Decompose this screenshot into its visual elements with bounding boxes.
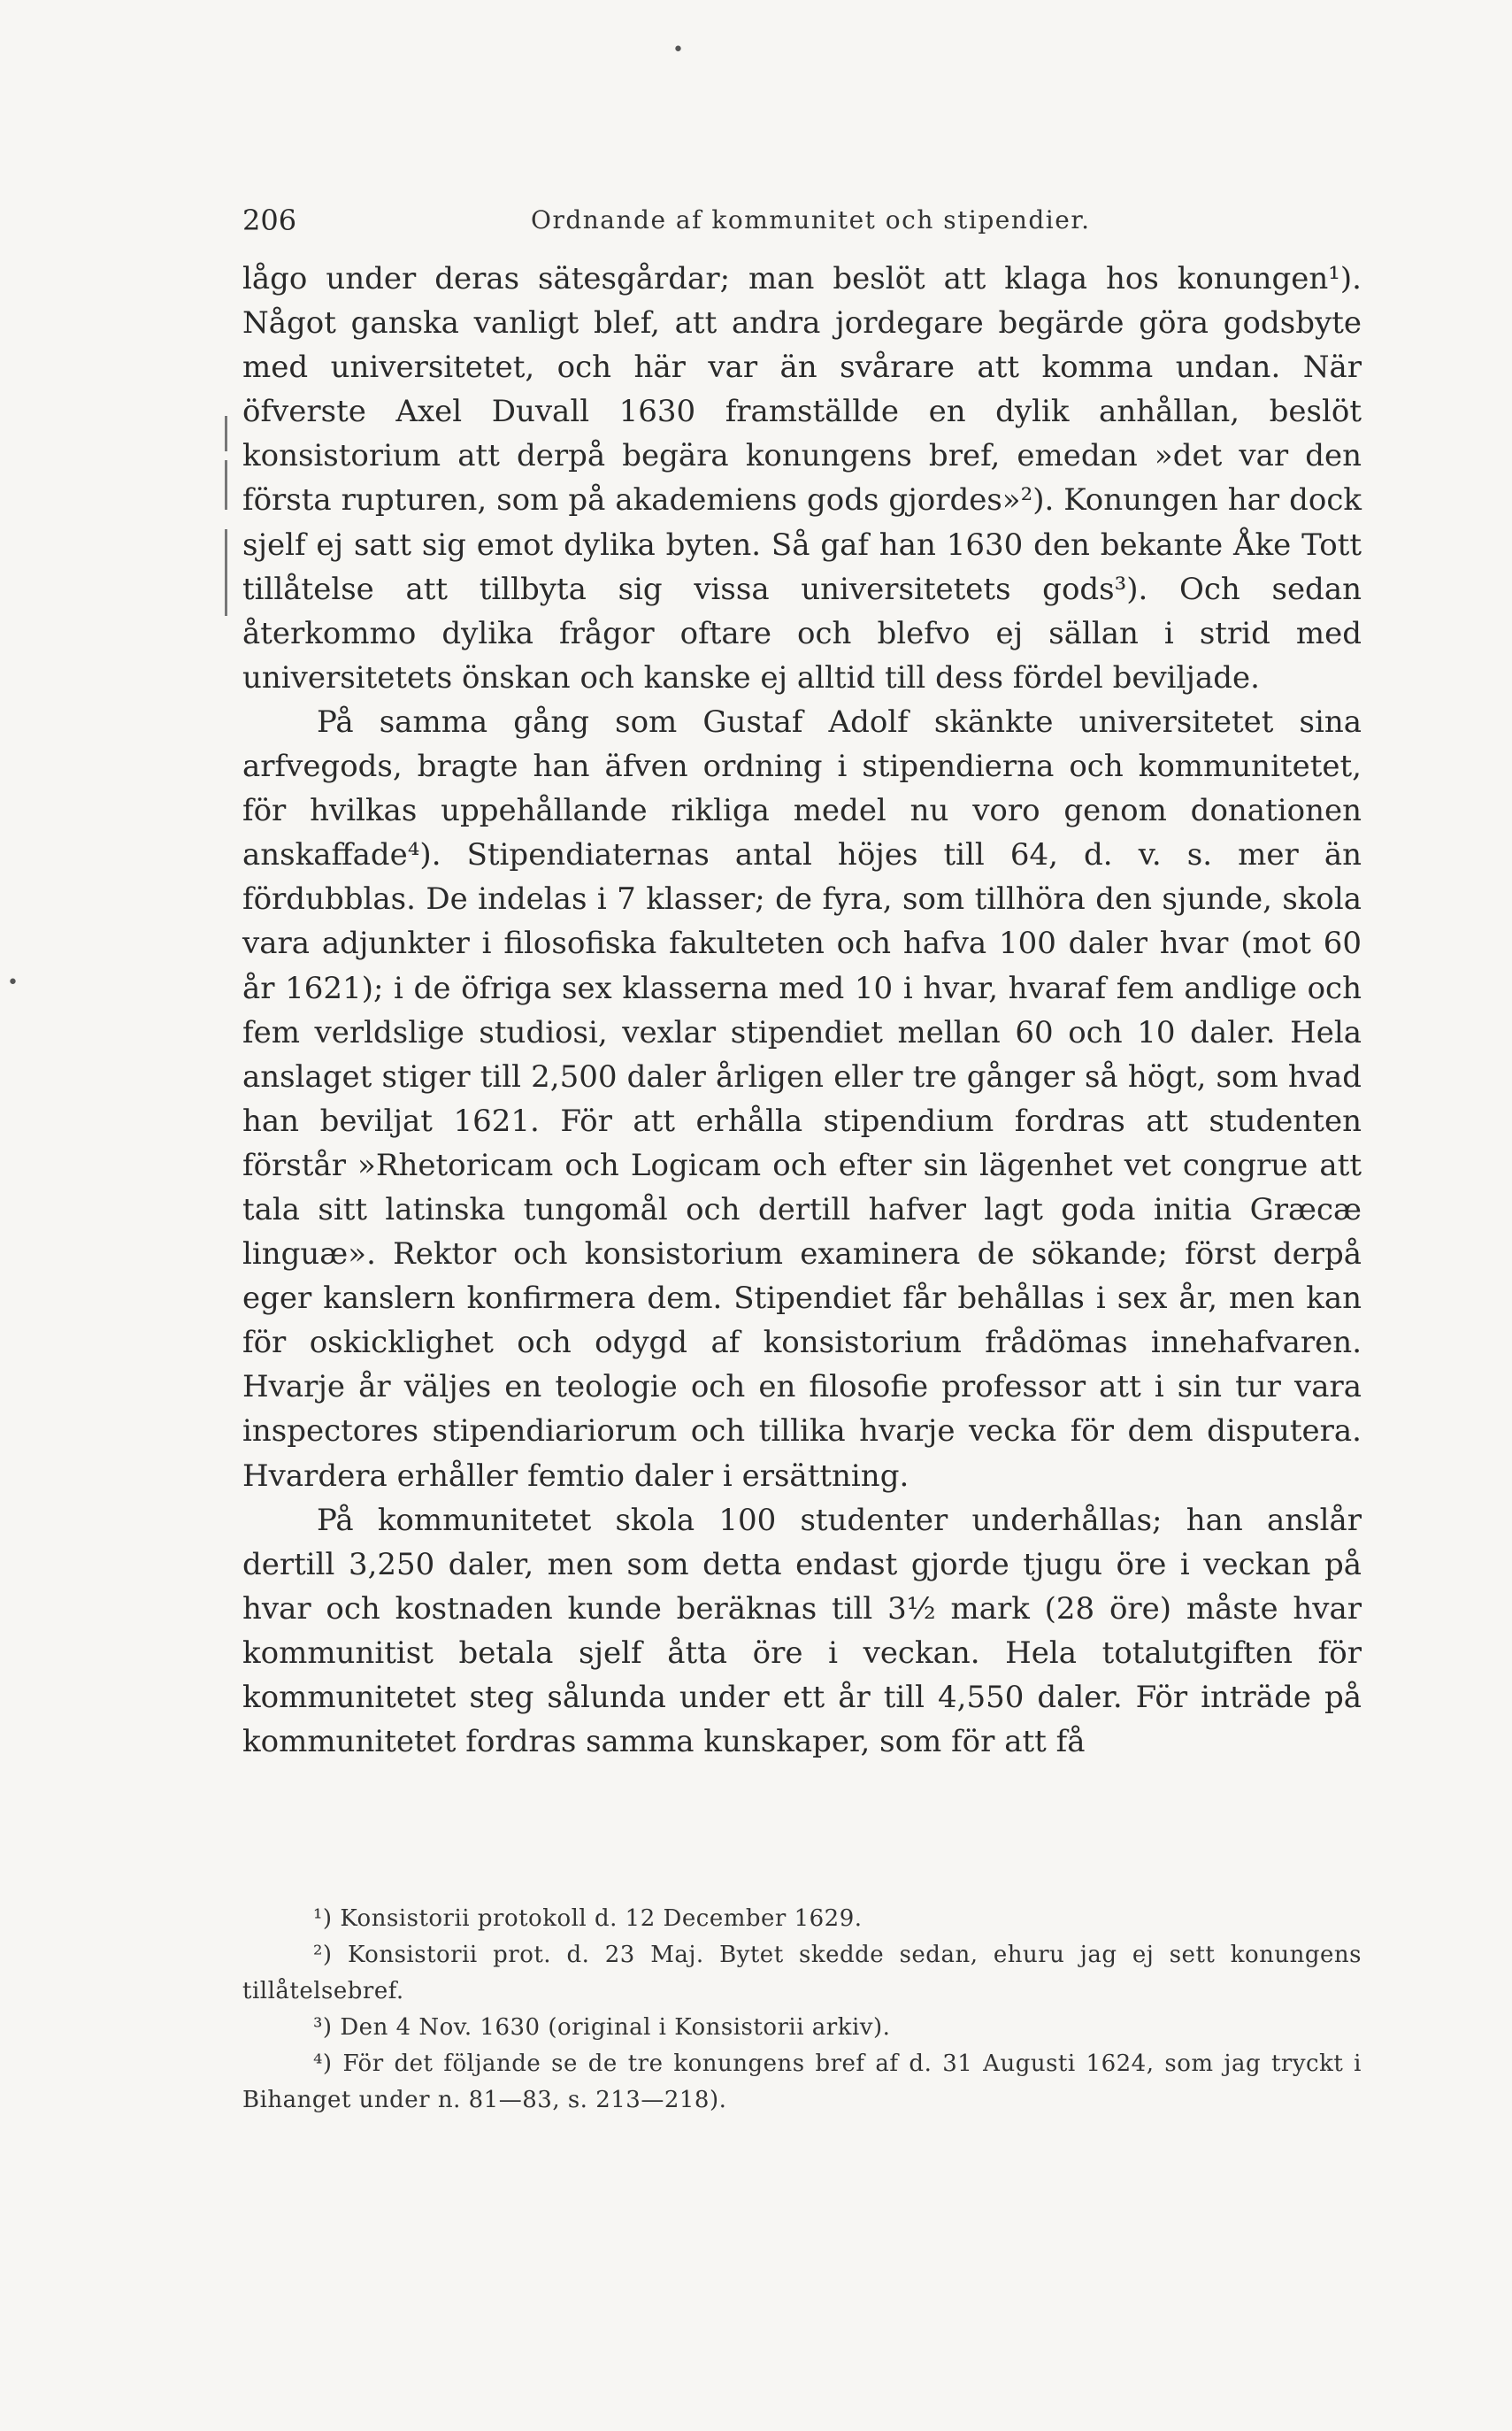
paragraph: lågo under deras sätesgårdar; man beslöt att klaga hos konungen¹). Något ganska vanligt blef, att andra jordegare begärde göra godsbyte med universitetet, och här var än svårare att komma undan. När öfverste Axel Duvall 1630 framställde en dylik anhållan, beslöt konsistorium att derpå begära konungens bref, emedan »det var den första rupturen, som på akademiens gods gjordes»²). Konungen har dock sjelf ej satt sig emot dylika byten. Så gaf han 1630 den bekante Åke Tott tillåtelse att tillbyta sig vissa universitetets gods³). Och sedan återkommo dylika frågor oftare och blefvo ej sällan i strid med universitetets önskan och kanske ej alltid till dess fördel beviljade. bbox=[242, 261, 1362, 696]
footnote: ²) Konsistorii prot. d. 23 Maj. Bytet skedde sedan, ehuru jag ej sett konungens tillåtelsebref. bbox=[242, 1942, 1362, 2004]
margin-mark bbox=[225, 581, 227, 616]
ink-speck: • bbox=[672, 39, 684, 61]
footnote: ³) Den 4 Nov. 1630 (original i Konsistorii arkiv). bbox=[313, 2014, 891, 2041]
footnote: ⁴) För det följande se de tre konungens bref af d. 31 Augusti 1624, som jag tryckt i Bihanget under n. 81—83, s. 213—218). bbox=[242, 2050, 1362, 2113]
running-head: Ordnande af kommunitet och stipendier. bbox=[531, 205, 1091, 235]
paragraph: På samma gång som Gustaf Adolf skänkte universitetet sina arfvegods, bragte han äfven ordning i stipendierna och kommunitetet, för hvilkas uppehållande rikliga medel nu voro genom donationen anskaffade⁴). Stipendiaternas antal höjes till 64, d. v. s. mer än fördubblas. De indelas i 7 klasser; de fyra, som tillhöra den sjunde, skola vara adjunkter i filosofiska fakulteten och hafva 100 daler hvar (mot 60 år 1621); i de öfriga sex klasserna med 10 i hvar, hvaraf fem andlige och fem verldslige studiosi, vexlar stipendiet mellan 60 och 10 daler. Hela anslaget stiger till 2,500 daler årligen eller tre gånger så högt, som hvad han beviljat 1621. För att erhålla stipendium fordras att studenten förstår »Rhetoricam och Logicam och efter sin lägenhet vet congrue att tala sitt latinska tungomål och dertill hafver lagt goda initia Græcæ linguæ». Rektor och konsistorium examinera de sökande; först derpå eger kanslern konfirmera dem. Stipendiet får behållas i sex år, men kan för oskicklighet och odygd af konsistorium frådömas innehafvaren. Hvarje år väljes en teologie och en filosofie professor att i sin tur vara inspectores stipendiariorum och tillika hvarje vecka för dem disputera. Hvardera erhåller femtio daler i ersättning. bbox=[242, 704, 1362, 1494]
ink-speck: • bbox=[7, 972, 19, 994]
body-text bbox=[242, 257, 1362, 1764]
footnote: ¹) Konsistorii protokoll d. 12 December 1629. bbox=[313, 1905, 863, 1932]
margin-mark bbox=[225, 416, 227, 451]
paragraph: På kommunitetet skola 100 studenter underhållas; han anslår dertill 3,250 daler, men som detta endast gjorde tjugu öre i veckan på hvar och kostnaden kunde beräknas till 3½ mark (28 öre) måste hvar kommunitist betala sjelf åtta öre i veckan. Hela totalutgiften för kommunitetet steg sålunda under ett år till 4,550 daler. För inträde på kommunitetet fordras samma kunskaper, som för att få bbox=[242, 1502, 1362, 1760]
page-header bbox=[242, 204, 1362, 242]
margin-mark bbox=[225, 460, 227, 510]
footnotes bbox=[242, 1901, 1362, 2119]
margin-mark bbox=[225, 529, 227, 584]
page-number: 206 bbox=[242, 204, 297, 237]
